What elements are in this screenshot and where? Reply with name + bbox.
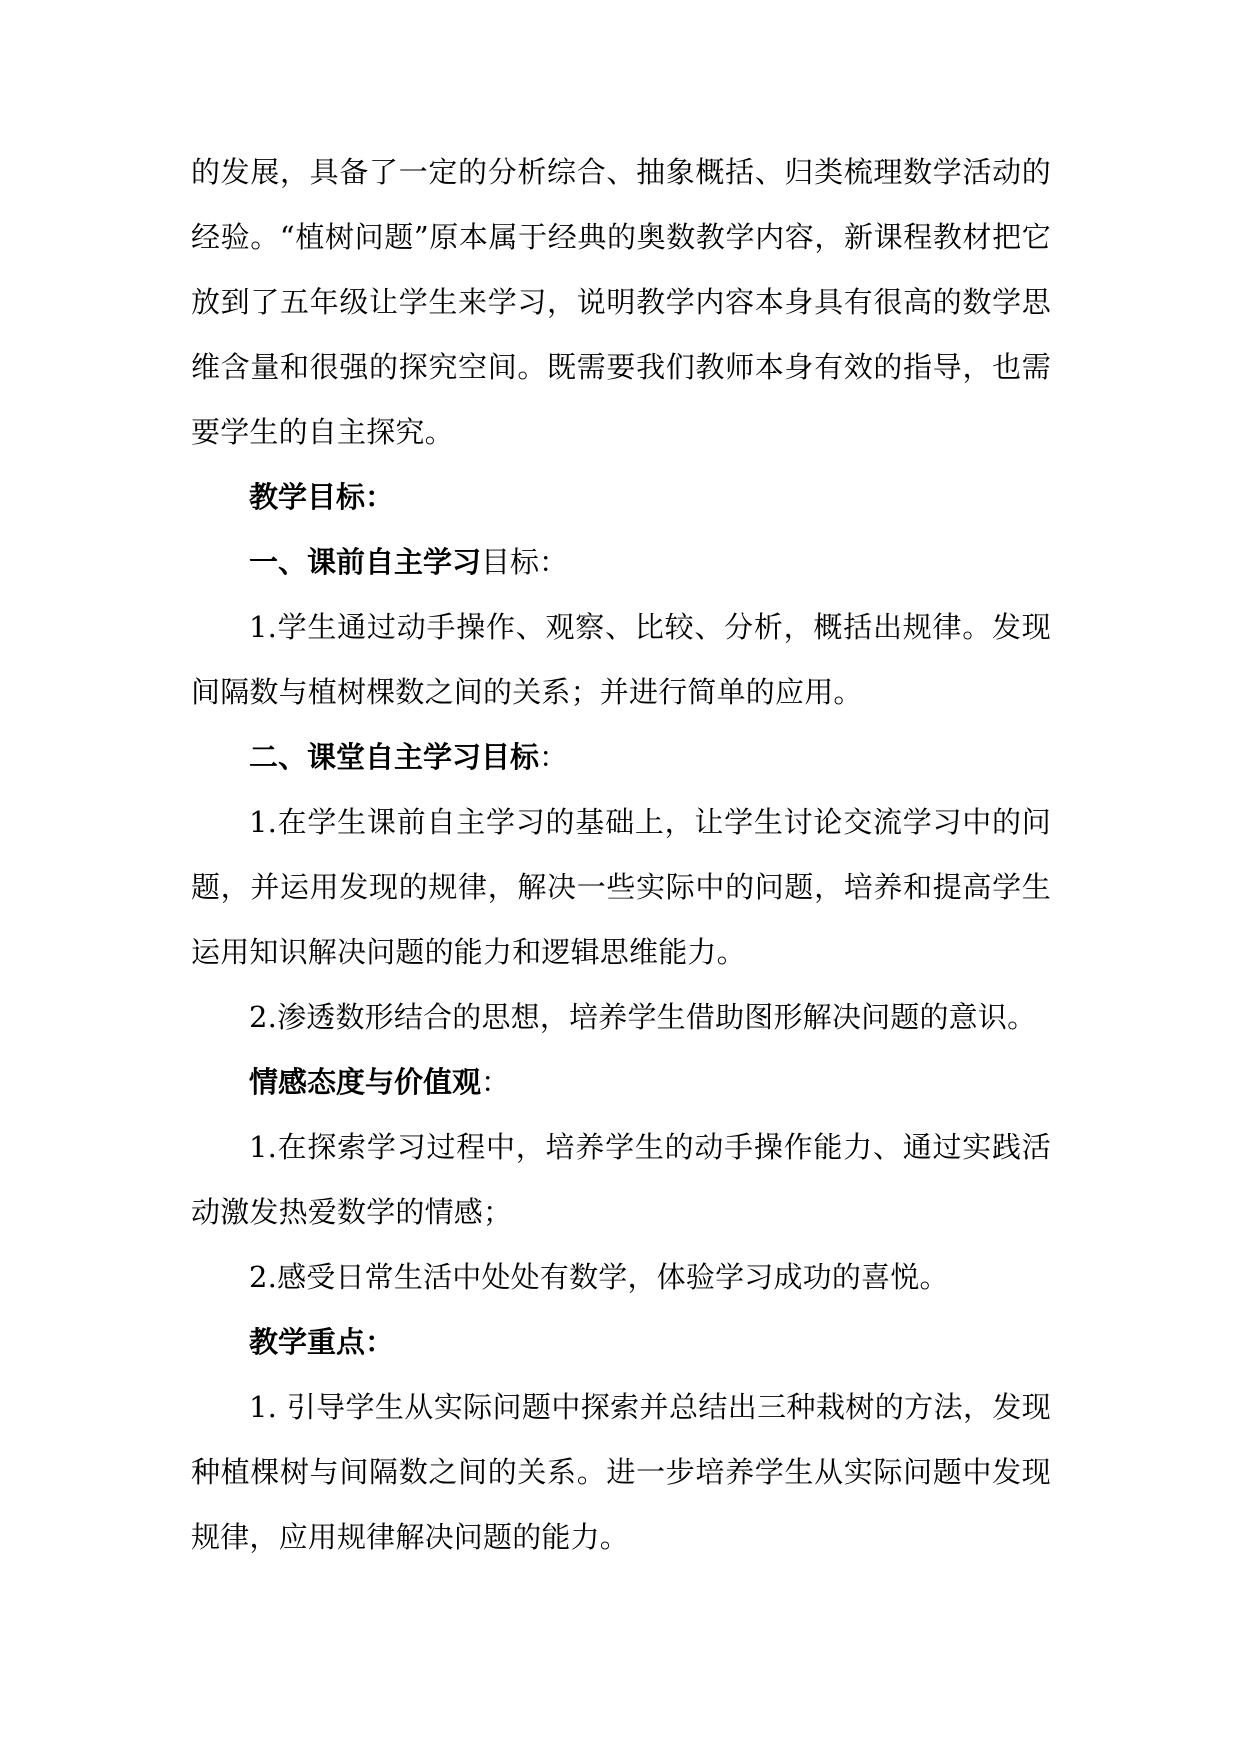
section1-heading-bold: 一、课前自主学习	[249, 545, 482, 579]
section3-heading	[191, 1050, 1051, 1115]
section2-heading-bold: 二、课堂自主学习目标	[249, 740, 540, 774]
intro-paragraph: 的发展，具备了一定的分析综合、抽象概括、归类梳理数学活动的经验。“植树问题”原本属于经典的奥数教学内容，新课程教材把它放到了五年级让学生来学习，说明教学内容本身具有很高的数学思维含量和很强的探究空间。既需要我们教师本身有效的指导，也需要学生的自主探究。	[191, 155, 1051, 449]
section2-heading-normal: ：	[539, 740, 569, 774]
section2-heading	[191, 725, 1051, 790]
key-points-item1: 1. 引导学生从实际问题中探索并总结出三种栽树的方法，发现种植棵树与间隔数之间的关系。进一步培养学生从实际问题中发现规律，应用规律解决问题的能力。	[191, 1390, 1051, 1554]
section1-heading-normal: 目标：	[481, 545, 569, 579]
section3-item2: 2.感受日常生活中处处有数学，体验学习成功的喜悦。	[249, 1260, 949, 1294]
section2-item1: 1.在学生课前自主学习的基础上，让学生讨论交流学习中的问题，并运用发现的规律，解决一些实际中的问题，培养和提高学生运用知识解决问题的能力和逻辑思维能力。	[191, 805, 1051, 969]
section3-item1: 1.在探索学习过程中，培养学生的动手操作能力、通过实践活动激发热爱数学的情感；	[191, 1130, 1051, 1229]
section1-item1: 1.学生通过动手操作、观察、比较、分析，概括出规律。发现间隔数与植树棵数之间的关系；并进行简单的应用。	[191, 610, 1051, 709]
section3-heading-normal: ：	[481, 1065, 511, 1099]
section1-heading	[191, 530, 1051, 595]
section3-heading-bold: 情感态度与价值观	[249, 1065, 482, 1099]
key-points-heading: 教学重点：	[249, 1325, 395, 1359]
document-page	[191, 140, 1051, 1570]
teaching-goals-heading: 教学目标：	[249, 480, 395, 514]
section2-item2: 2.渗透数形结合的思想，培养学生借助图形解决问题的意识。	[249, 1000, 1037, 1034]
